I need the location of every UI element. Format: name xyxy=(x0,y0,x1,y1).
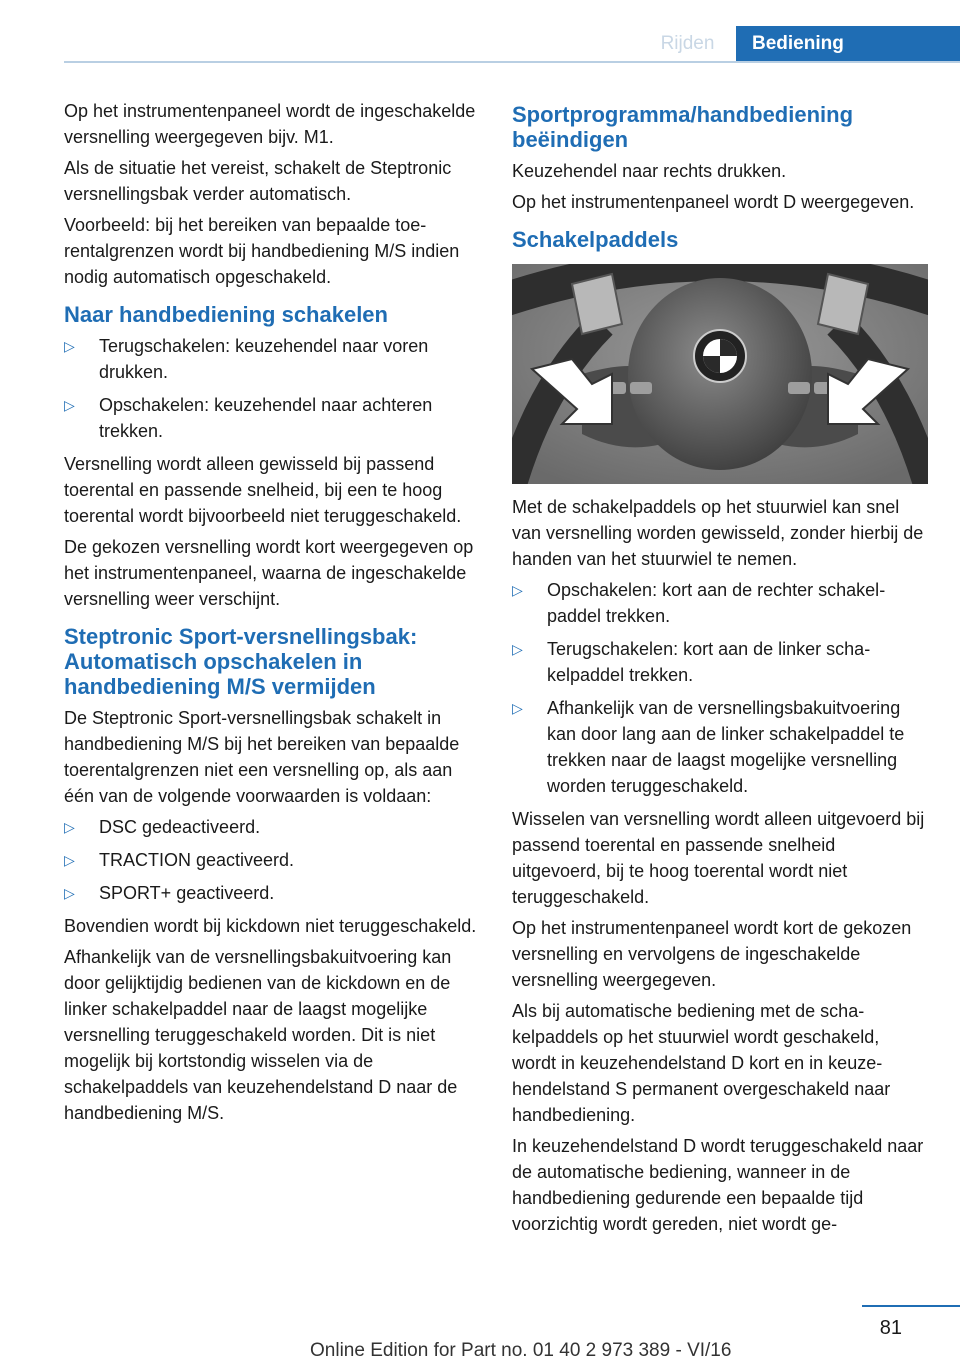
page-number: 81 xyxy=(879,1317,902,1339)
manual-list xyxy=(64,333,482,444)
sport-conditions-list xyxy=(64,814,482,906)
list-item: ▷ DSC gedeactiveerd. xyxy=(64,814,482,840)
triangle-bullet-icon: ▷ xyxy=(64,338,75,354)
paragraph: Op het instrumentenpaneel wordt kort de gekozen versnelling en vervolgens de ingeschakelde versnelling weergegeven. xyxy=(512,918,912,990)
paragraph: Met de schakelpaddels op het stuurwiel kan snel van versnelling worden gewisseld, zonder hierbij de handen van het stuurwiel te nemen. xyxy=(512,497,924,569)
paragraph: Als bij automatische bediening met de schakelpaddels op het stuurwiel wordt geschakeld, wordt in keuzehendelstand D kort en in keuzehendelstand S permanent overgeschakeld naar handbediening. xyxy=(512,1001,891,1125)
paragraph: Op het instrumentenpaneel wordt D weergegeven. xyxy=(512,192,915,212)
list-item: ▷ Opschakelen: kort aan de rechter schakelpaddel trekken. xyxy=(512,577,928,629)
triangle-bullet-icon: ▷ xyxy=(64,885,75,901)
list-item: ▷ Afhankelijk van de versnellingsbakuitvoering kan door lang aan de linker schakelpaddel te trekken naar de laagst mogelijke versnelling worden teruggeschakeld. xyxy=(512,695,928,799)
list-item: ▷ Opschakelen: keuzehendel naar achteren trekken. xyxy=(64,392,482,444)
list-item: ▷ SPORT+ geactiveerd. xyxy=(64,880,482,906)
triangle-bullet-icon: ▷ xyxy=(64,397,75,413)
heading-end-sport-program: Sportprogramma/handbediening beëindigen xyxy=(512,102,854,152)
triangle-bullet-icon: ▷ xyxy=(512,641,523,657)
paragraph: Voorbeeld: bij het bereiken van bepaalde toerentalgrenzen wordt bij handbediening M/S indien nodig automatisch opgeschakeld. xyxy=(64,215,460,287)
paragraph: Keuzehendel naar rechts drukken. xyxy=(512,161,787,181)
paragraph: De Steptronic Sport-versnellingsbak schakelt in handbediening M/S bij het bereiken van bepaalde toerentalgrenzen niet een versnelling op, als aan één van de volgende voorwaarden is voldaan: xyxy=(64,708,460,806)
triangle-bullet-icon: ▷ xyxy=(64,852,75,868)
paragraph: Wisselen van versnelling wordt alleen uitgevoerd bij passend toerental en passende snelheid uitgevoerd, bij te hoog toerental wordt niet teruggeschakeld. xyxy=(512,809,925,907)
footer-divider xyxy=(862,1305,960,1307)
paragraph: De gekozen versnelling wordt kort weergegeven op het instrumentenpaneel, waarna de ingeschakelde versnelling weer verschijnt. xyxy=(64,537,474,609)
paddles-list xyxy=(512,577,928,799)
paragraph: In keuzehendelstand D wordt teruggeschakeld naar de automatische bediening, wanneer in de handbediening gedurende een bepaalde tijd voorzichtig wordt gereden, niet wordt ge- xyxy=(512,1136,924,1234)
heading-sport-gearbox: Steptronic Sport-versnellingsbak: Automatisch opschakelen in handbediening M/S vermijden xyxy=(64,624,418,699)
triangle-bullet-icon: ▷ xyxy=(512,582,523,598)
header-tab-active[interactable]: Bediening xyxy=(736,26,960,62)
paragraph: Versnelling wordt alleen gewisseld bij passend toerental en passende snelheid, bij een te hoog toerental wordt bijvoorbeeld niet teruggeschakeld. xyxy=(64,454,462,526)
paragraph: Op het instrumentenpaneel wordt de ingeschakelde versnelling weergegeven bijv. M1. xyxy=(64,101,476,147)
header-divider xyxy=(64,61,960,63)
edition-text: Online Edition for Part no. 01 40 2 973 389 - VI/16 xyxy=(310,1340,732,1361)
triangle-bullet-icon: ▷ xyxy=(512,700,523,716)
paragraph: Bovendien wordt bij kickdown niet teruggeschakeld. xyxy=(64,916,477,936)
steering-wheel-paddles-image xyxy=(512,264,928,484)
right-column xyxy=(512,98,928,1242)
list-item: ▷ Terugschakelen: kort aan de linker schakelpaddel trekken. xyxy=(512,636,928,688)
heading-manual-shift: Naar handbediening schakelen xyxy=(64,302,388,327)
list-item: ▷ TRACTION geactiveerd. xyxy=(64,847,482,873)
paragraph: Als de situatie het vereist, schakelt de Steptronic versnellingsbak verder automatisch. xyxy=(64,158,452,204)
heading-shift-paddles: Schakelpaddels xyxy=(512,227,679,252)
paragraph: Afhankelijk van de versnellingsbakuitvoering kan door gelijktijdig bedienen van de kickdown en de linker schakelpaddel naar de laagst mogelijke versnelling teruggeschakeld worden. Dit is niet mogelijk bij kortstondig wisselen via de schakelpaddels van keuzehendelstand D naar de handbediening M/S. xyxy=(64,947,458,1123)
left-column xyxy=(64,98,482,1131)
triangle-bullet-icon: ▷ xyxy=(64,819,75,835)
header-tab-section[interactable]: Rijden xyxy=(660,33,715,54)
list-item: ▷ Terugschakelen: keuzehendel naar voren drukken. xyxy=(64,333,482,385)
